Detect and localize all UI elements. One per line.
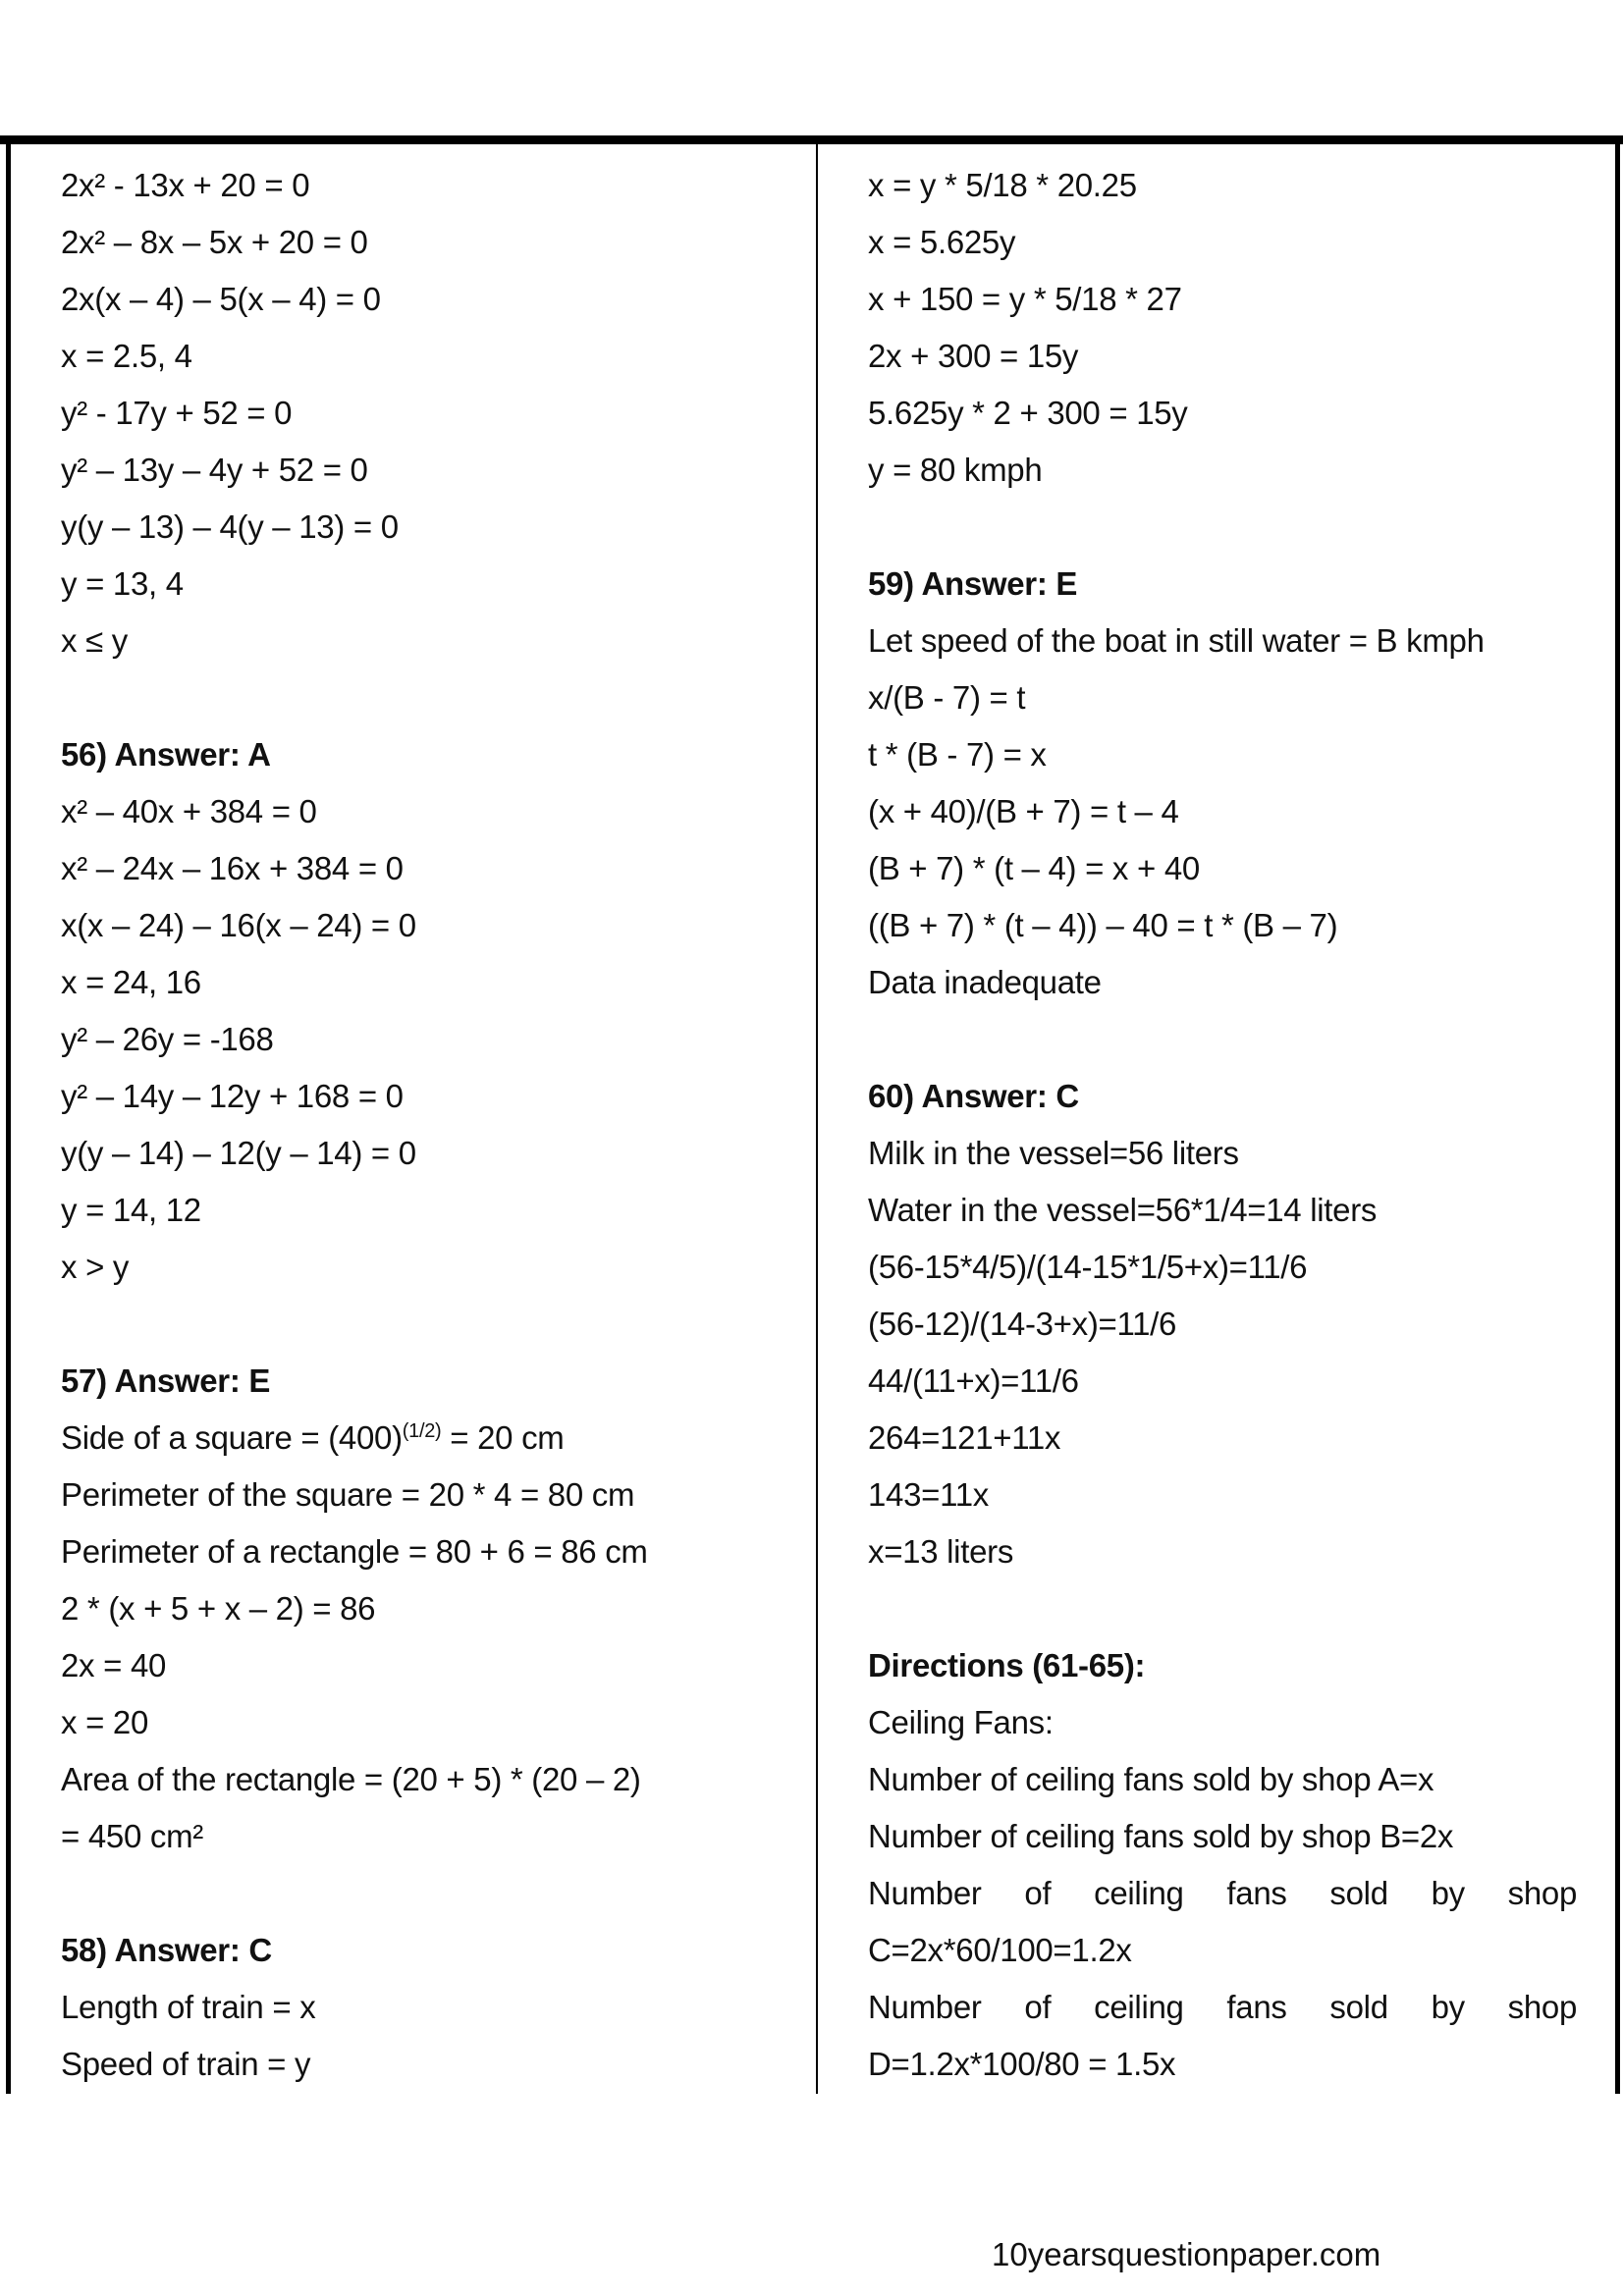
word: fans — [1226, 1875, 1287, 1911]
solution-line: x=13 liters — [868, 1533, 1014, 1570]
exponent: (1/2) — [402, 1420, 442, 1442]
solution-line: y = 13, 4 — [61, 565, 184, 602]
word: sold — [1329, 1989, 1388, 2025]
solution-line: y² - 17y + 52 = 0 — [61, 395, 293, 431]
solution-line: y(y – 13) – 4(y – 13) = 0 — [61, 508, 399, 545]
solution-line: y(y – 14) – 12(y – 14) = 0 — [61, 1135, 416, 1171]
solution-line: x > y — [61, 1249, 130, 1285]
solution-line: t * (B - 7) = x — [868, 736, 1047, 773]
word: fans — [1226, 1989, 1287, 2025]
word: of — [1024, 1875, 1052, 1911]
word: shop — [1507, 1989, 1577, 2025]
answer-heading: 59) Answer: E — [868, 565, 1078, 602]
word: sold — [1329, 1875, 1388, 1911]
solution-line: Water in the vessel=56*1/4=14 liters — [868, 1192, 1378, 1228]
solution-line: x/(B - 7) = t — [868, 679, 1026, 716]
solution-line: x + 150 = y * 5/18 * 27 — [868, 281, 1182, 317]
line-text-after: = 20 cm — [441, 1419, 565, 1456]
solution-line: 143=11x — [868, 1476, 989, 1513]
solution-line: y² – 14y – 12y + 168 = 0 — [61, 1078, 404, 1114]
solution-line: Number of ceiling fans sold by shop B=2x — [868, 1818, 1454, 1854]
solution-line: C=2x*60/100=1.2x — [868, 1932, 1132, 1968]
solution-line — [61, 1410, 807, 1467]
column-divider — [816, 144, 818, 2094]
blank-line — [868, 499, 1577, 556]
left-column — [61, 157, 807, 2093]
solution-line: (56-12)/(14-3+x)=11/6 — [868, 1306, 1177, 1342]
solution-line: y² – 13y – 4y + 52 = 0 — [61, 452, 368, 488]
solution-line: y² – 26y = -168 — [61, 1021, 274, 1057]
solution-line: Data inadequate — [868, 964, 1102, 1000]
word: ceiling — [1094, 1875, 1184, 1911]
answer-heading: 58) Answer: C — [61, 1932, 272, 1968]
solution-line: Length of train = x — [61, 1989, 316, 2025]
solution-line: (56-15*4/5)/(14-15*1/5+x)=11/6 — [868, 1249, 1308, 1285]
footer-site: 10yearsquestionpaper.com — [992, 2236, 1381, 2272]
answer-heading: 60) Answer: C — [868, 1078, 1079, 1114]
right-border — [1615, 135, 1620, 2094]
line-text: Side of a square = (400) — [61, 1419, 403, 1456]
word: ceiling — [1094, 1989, 1184, 2025]
solution-line: x(x – 24) – 16(x – 24) = 0 — [61, 907, 416, 943]
solution-line: (x + 40)/(B + 7) = t – 4 — [868, 793, 1179, 829]
solution-line: 2x² - 13x + 20 = 0 — [61, 167, 310, 203]
solution-line — [868, 1865, 1577, 1922]
blank-line — [61, 1296, 807, 1353]
solution-line: x ≤ y — [61, 622, 128, 659]
solution-line: Milk in the vessel=56 liters — [868, 1135, 1239, 1171]
solution-line: = 450 cm² — [61, 1818, 203, 1854]
answer-heading: 56) Answer: A — [61, 736, 271, 773]
solution-line: Speed of train = y — [61, 2046, 311, 2082]
blank-line — [868, 1580, 1577, 1637]
solution-line: 2x + 300 = 15y — [868, 338, 1079, 374]
left-border — [6, 135, 11, 2094]
blank-line — [868, 1011, 1577, 1068]
solution-line: y = 14, 12 — [61, 1192, 201, 1228]
solution-line: 2x = 40 — [61, 1647, 167, 1683]
blank-line — [61, 1865, 807, 1922]
solution-line: (B + 7) * (t – 4) = x + 40 — [868, 850, 1200, 886]
solution-line: 2x² – 8x – 5x + 20 = 0 — [61, 224, 368, 260]
solution-line: x² – 40x + 384 = 0 — [61, 793, 317, 829]
solution-line: x = 20 — [61, 1704, 149, 1740]
word: by — [1431, 1989, 1465, 2025]
blank-line — [61, 669, 807, 726]
solution-line: x = y * 5/18 * 20.25 — [868, 167, 1137, 203]
solution-line: Area of the rectangle = (20 + 5) * (20 – 2) — [61, 1761, 641, 1797]
solution-line: 5.625y * 2 + 300 = 15y — [868, 395, 1188, 431]
answer-heading: 57) Answer: E — [61, 1362, 271, 1399]
solution-line: x = 2.5, 4 — [61, 338, 192, 374]
solution-line: x² – 24x – 16x + 384 = 0 — [61, 850, 404, 886]
solution-line: Perimeter of a rectangle = 80 + 6 = 86 cm — [61, 1533, 648, 1570]
solution-line: D=1.2x*100/80 = 1.5x — [868, 2046, 1176, 2082]
solution-line: ((B + 7) * (t – 4)) – 40 = t * (B – 7) — [868, 907, 1338, 943]
word: by — [1431, 1875, 1465, 1911]
word: of — [1024, 1989, 1052, 2025]
solution-line: x = 5.625y — [868, 224, 1016, 260]
solution-line: 264=121+11x — [868, 1419, 1061, 1456]
answer-heading: Directions (61-65): — [868, 1647, 1146, 1683]
solution-line: Perimeter of the square = 20 * 4 = 80 cm — [61, 1476, 635, 1513]
word: Number — [868, 1989, 982, 2025]
solution-line: 2 * (x + 5 + x – 2) = 86 — [61, 1590, 376, 1627]
solution-line: Let speed of the boat in still water = B kmph — [868, 622, 1485, 659]
solution-line: y = 80 kmph — [868, 452, 1043, 488]
right-column — [868, 157, 1577, 2093]
solution-line: 2x(x – 4) – 5(x – 4) = 0 — [61, 281, 381, 317]
solution-line — [868, 1979, 1577, 2036]
word: Number — [868, 1875, 982, 1911]
word: shop — [1507, 1875, 1577, 1911]
solution-line: Ceiling Fans: — [868, 1704, 1054, 1740]
top-rule — [0, 135, 1623, 144]
solution-line: x = 24, 16 — [61, 964, 201, 1000]
solution-line: Number of ceiling fans sold by shop A=x — [868, 1761, 1434, 1797]
solution-line: 44/(11+x)=11/6 — [868, 1362, 1079, 1399]
